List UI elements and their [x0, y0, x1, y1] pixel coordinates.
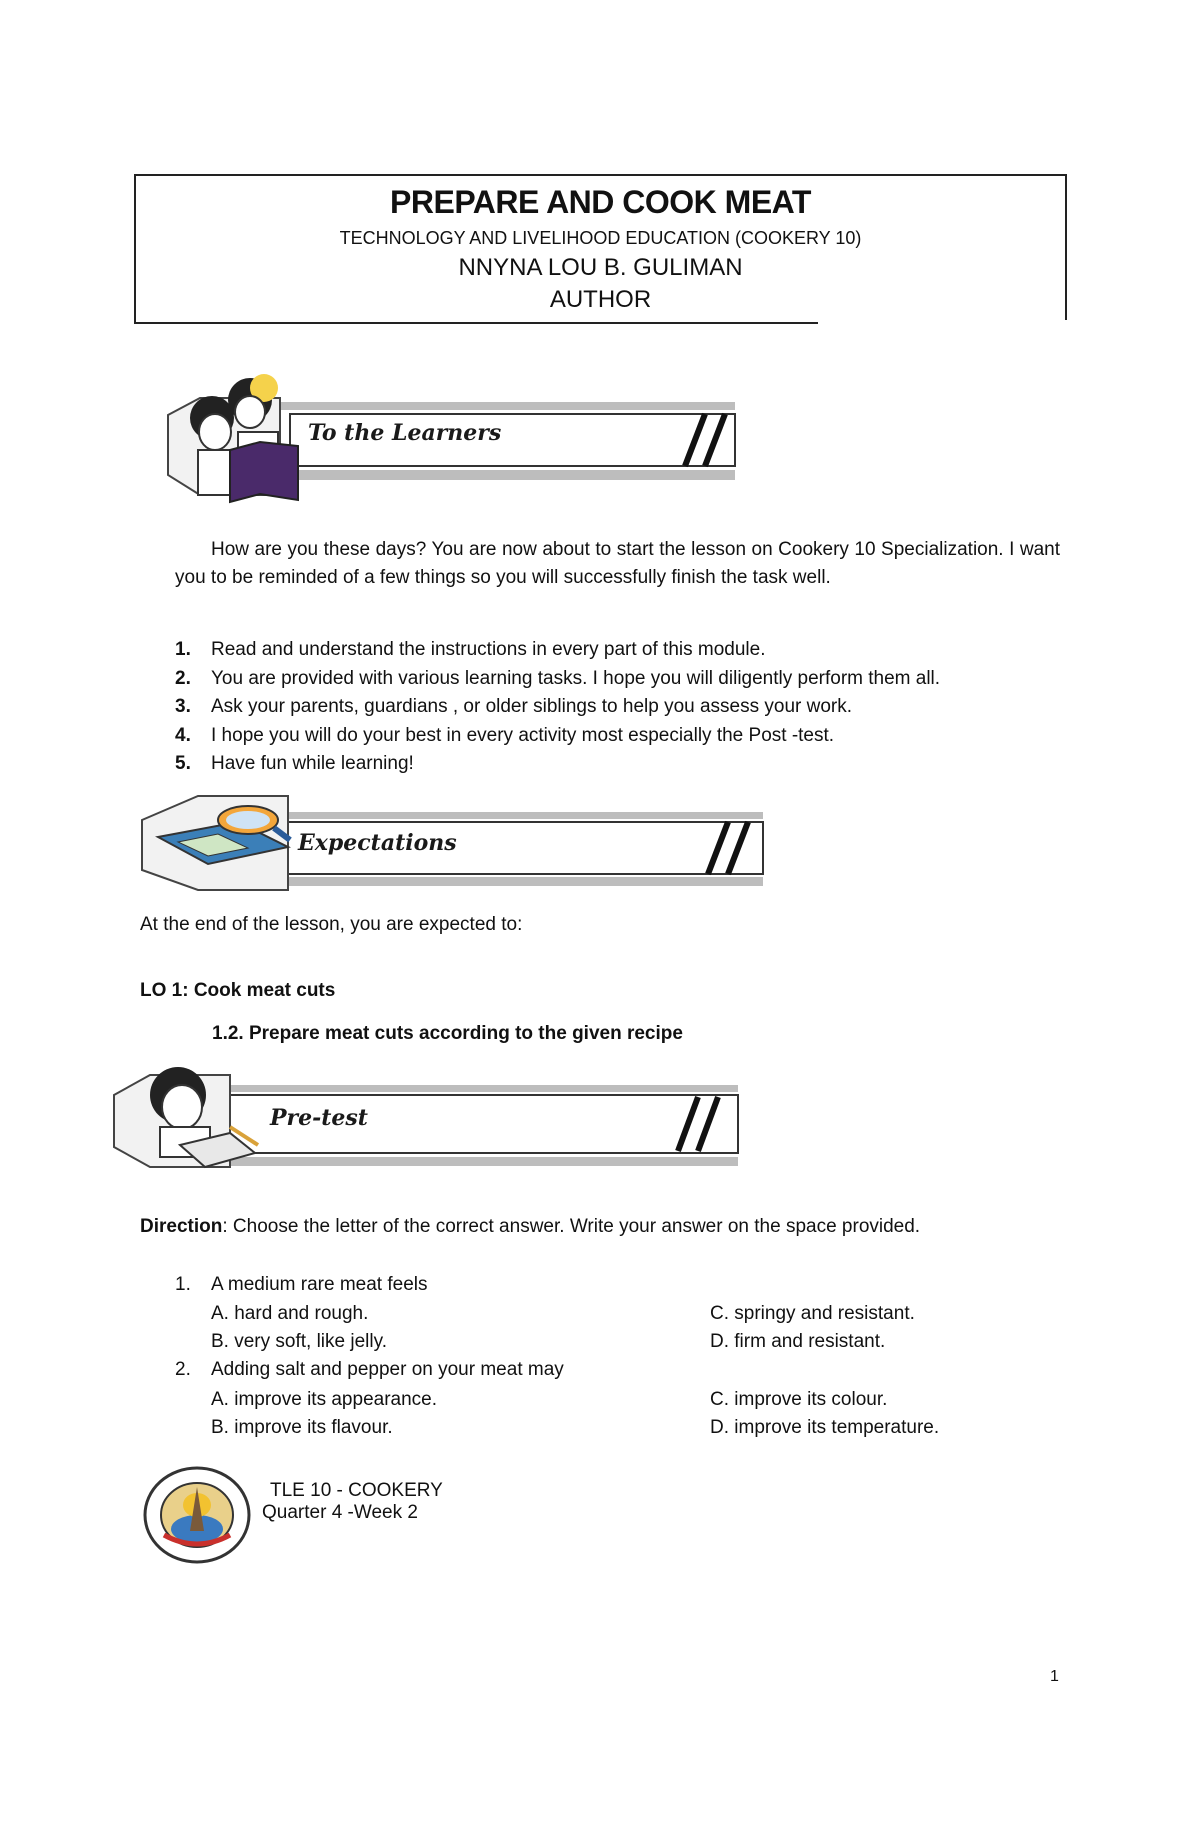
title-box	[134, 174, 1067, 324]
list-item	[175, 750, 940, 779]
list-item	[175, 665, 940, 694]
choice-b: B. very soft, like jelly.	[211, 1331, 387, 1352]
list-number: 1.	[175, 639, 191, 660]
pretest-direction	[140, 1216, 920, 1238]
list-text: Have fun while learning!	[211, 753, 414, 774]
learners-heading: To the Learners	[308, 420, 502, 446]
list-number: 3.	[175, 696, 191, 717]
choice-c: C. springy and resistant.	[710, 1303, 915, 1324]
direction-text: : Choose the letter of the correct answer. Write your answer on the space provided.	[222, 1216, 921, 1237]
list-item	[175, 636, 940, 665]
list-text: Ask your parents, guardians , or older siblings to help you assess your work.	[211, 696, 853, 717]
list-item	[175, 722, 940, 751]
question-number: 1.	[175, 1274, 191, 1295]
question-number: 2.	[175, 1359, 191, 1380]
expectations-heading: Expectations	[298, 830, 457, 856]
choice-a: A. improve its appearance.	[211, 1389, 438, 1410]
question-stem: A medium rare meat feels	[211, 1274, 428, 1295]
list-text: I hope you will do your best in every activity most especially the Post -test.	[211, 724, 835, 746]
choice-c: C. improve its colour.	[710, 1389, 888, 1410]
page-number: 1	[1050, 1668, 1059, 1685]
author-name: NNYNA LOU B. GULIMAN	[458, 254, 743, 281]
expectations-banner	[138, 792, 778, 892]
choice-a: A. hard and rough.	[211, 1303, 369, 1324]
question-1	[175, 1274, 427, 1296]
learners-illustration-icon	[190, 374, 298, 502]
pretest-heading: Pre-test	[270, 1105, 368, 1131]
intro-paragraph-text: How are you these days? You are now about to start the lesson on Cookery 10 Specialization. I want you to be reminded of a few things so you will successfully finish the task well.	[175, 539, 1060, 588]
list-text: You are provided with various learning tasks. I hope you will diligently perform them all.	[211, 667, 941, 689]
reminder-list	[175, 636, 940, 779]
intro-paragraph	[175, 536, 1060, 592]
list-number: 5.	[175, 753, 191, 774]
border-gap-decoration	[818, 320, 1068, 324]
list-text: Read and understand the instructions in every part of this module.	[211, 639, 766, 660]
learning-outcome: LO 1: Cook meat cuts	[140, 980, 336, 1001]
pretest-banner	[110, 1055, 750, 1175]
question-2	[175, 1359, 564, 1381]
choice-b: B. improve its flavour.	[211, 1417, 393, 1438]
learning-competency: 1.2. Prepare meat cuts according to the given recipe	[212, 1023, 683, 1044]
footer-course: TLE 10 - COOKERY	[270, 1480, 443, 1501]
division-seal-logo	[142, 1465, 252, 1570]
direction-label: Direction	[140, 1216, 223, 1237]
learners-banner	[160, 360, 750, 510]
author-role: AUTHOR	[549, 286, 652, 313]
list-item	[175, 693, 940, 722]
list-number: 4.	[175, 724, 191, 746]
choice-d: D. firm and resistant.	[710, 1331, 886, 1352]
choice-d: D. improve its temperature.	[710, 1417, 940, 1438]
module-subtitle: TECHNOLOGY AND LIVELIHOOD EDUCATION (COOKERY 10)	[339, 228, 862, 248]
question-stem: Adding salt and pepper on your meat may	[211, 1359, 564, 1380]
module-title: PREPARE AND COOK MEAT	[390, 184, 811, 220]
list-number: 2.	[175, 667, 191, 689]
expectations-lead: At the end of the lesson, you are expected to:	[140, 914, 523, 935]
footer-period: Quarter 4 -Week 2	[262, 1502, 418, 1523]
